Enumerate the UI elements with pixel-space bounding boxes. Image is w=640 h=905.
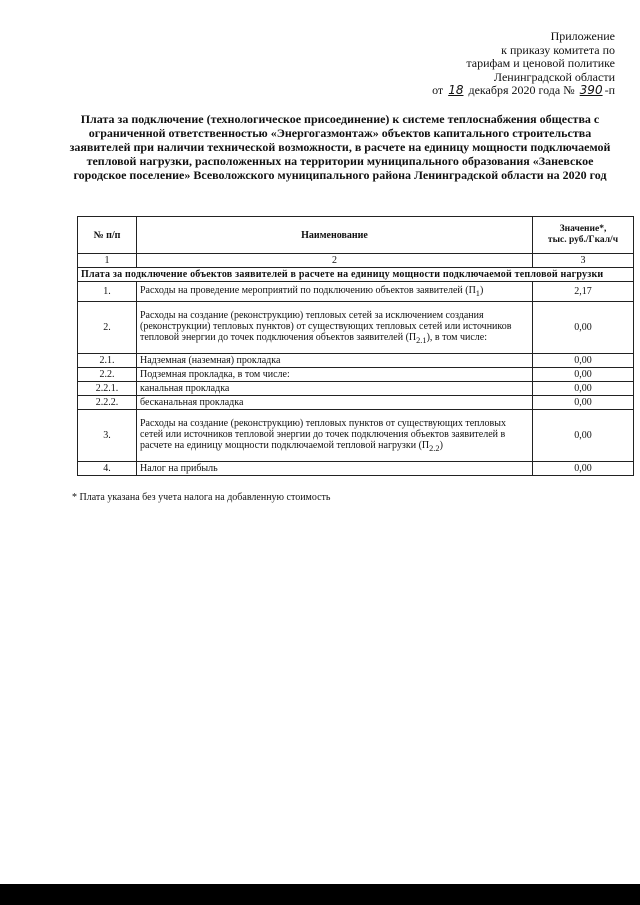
row-num: 2.2.1. bbox=[78, 382, 137, 396]
date-middle: декабря 2020 года № bbox=[468, 83, 575, 97]
tariff-table bbox=[77, 216, 634, 476]
date-suffix: -п bbox=[604, 83, 615, 97]
row-num: 2.2.2. bbox=[78, 396, 137, 410]
row-value: 0,00 bbox=[533, 368, 634, 382]
row-value: 0,00 bbox=[533, 462, 634, 476]
row-name: Надземная (наземная) прокладка bbox=[137, 354, 533, 368]
header-value bbox=[533, 217, 634, 254]
table-row bbox=[78, 368, 634, 382]
table-row bbox=[78, 282, 634, 302]
header-num: № п/п bbox=[78, 217, 137, 254]
column-number: 2 bbox=[137, 254, 533, 268]
row-name: канальная прокладка bbox=[137, 382, 533, 396]
row-value: 0,00 bbox=[533, 396, 634, 410]
footnote: * Плата указана без учета налога на добавленную стоимость bbox=[72, 492, 331, 503]
table-row bbox=[78, 302, 634, 354]
appendix-committee: тарифам и ценовой политике bbox=[466, 56, 615, 70]
row-value: 0,00 bbox=[533, 410, 634, 462]
row-name: Расходы на проведение мероприятий по подключению объектов заявителей $(П_1)$ bbox=[137, 282, 533, 302]
row-num: 2.1. bbox=[78, 354, 137, 368]
row-num: 4. bbox=[78, 462, 137, 476]
row-name: бесканальная прокладка bbox=[137, 396, 533, 410]
appendix-title: Приложение bbox=[550, 29, 615, 43]
section-title: Плата за подключение объектов заявителей в расчете на единицу мощности подключаемой тепловой нагрузки bbox=[78, 268, 634, 282]
appendix-date-line bbox=[400, 84, 615, 98]
row-num: 3. bbox=[78, 410, 137, 462]
table-header-row bbox=[78, 217, 634, 254]
row-name: Расходы на создание (реконструкцию) тепловых сетей за исключением создания (реконструкции) тепловых пунктов) от существующих тепловых сетей или источников тепловой энергии до точек подключения объектов заявителей $(П_{2.1})$, в том числе: bbox=[137, 302, 533, 354]
row-num: 2.2. bbox=[78, 368, 137, 382]
date-day-handwritten: 18 bbox=[448, 83, 464, 97]
row-value: 0,00 bbox=[533, 354, 634, 368]
header-name: Наименование bbox=[137, 217, 533, 254]
header-value-line1: Значение*, bbox=[559, 224, 607, 234]
row-name: Расходы на создание (реконструкцию) тепловых пунктов от существующих тепловых сетей или источников тепловой энергии до точек подключения объектов заявителей в расчете на единицу мощности подключаемой тепловой нагрузки $(П_{2.2})$ bbox=[137, 410, 533, 462]
table-row bbox=[78, 354, 634, 368]
row-num: 1. bbox=[78, 282, 137, 302]
table-row bbox=[78, 382, 634, 396]
table-row bbox=[78, 410, 634, 462]
row-value: 0,00 bbox=[533, 302, 634, 354]
appendix-region: Ленинградской области bbox=[493, 69, 615, 84]
date-prefix: от bbox=[432, 83, 444, 97]
appendix-order-ref: к приказу комитета по bbox=[501, 42, 615, 57]
row-value: 0,00 bbox=[533, 382, 634, 396]
section-title-row bbox=[78, 268, 634, 282]
row-num: 2. bbox=[78, 302, 137, 354]
row-name: Подземная прокладка, в том числе: bbox=[137, 368, 533, 382]
order-number-handwritten: 390 bbox=[579, 83, 603, 97]
scan-edge-bar bbox=[0, 884, 640, 905]
row-value: 2,17 bbox=[533, 282, 634, 302]
document-title: Плата за подключение (технологическое присоединение) к системе теплоснабжения общества с ограниченной ответственностью «Энергогазмонтаж» объектов капитального строительства заявителей при наличии технической возможности, в расчете на единицу мощности подключаемой тепловой нагрузки, расположенных на территории муниципального образования «Заневское городское поселение» Всеволожского муниципального района Ленинградской области на 2020 год bbox=[69, 112, 611, 182]
table-row bbox=[78, 462, 634, 476]
column-number: 3 bbox=[533, 254, 634, 268]
column-number: 1 bbox=[78, 254, 137, 268]
table-row bbox=[78, 396, 634, 410]
appendix-block bbox=[400, 30, 615, 98]
column-number-row bbox=[78, 254, 634, 268]
row-name: Налог на прибыль bbox=[137, 462, 533, 476]
header-value-line2: тыс. руб./Гкал/ч bbox=[547, 235, 619, 245]
